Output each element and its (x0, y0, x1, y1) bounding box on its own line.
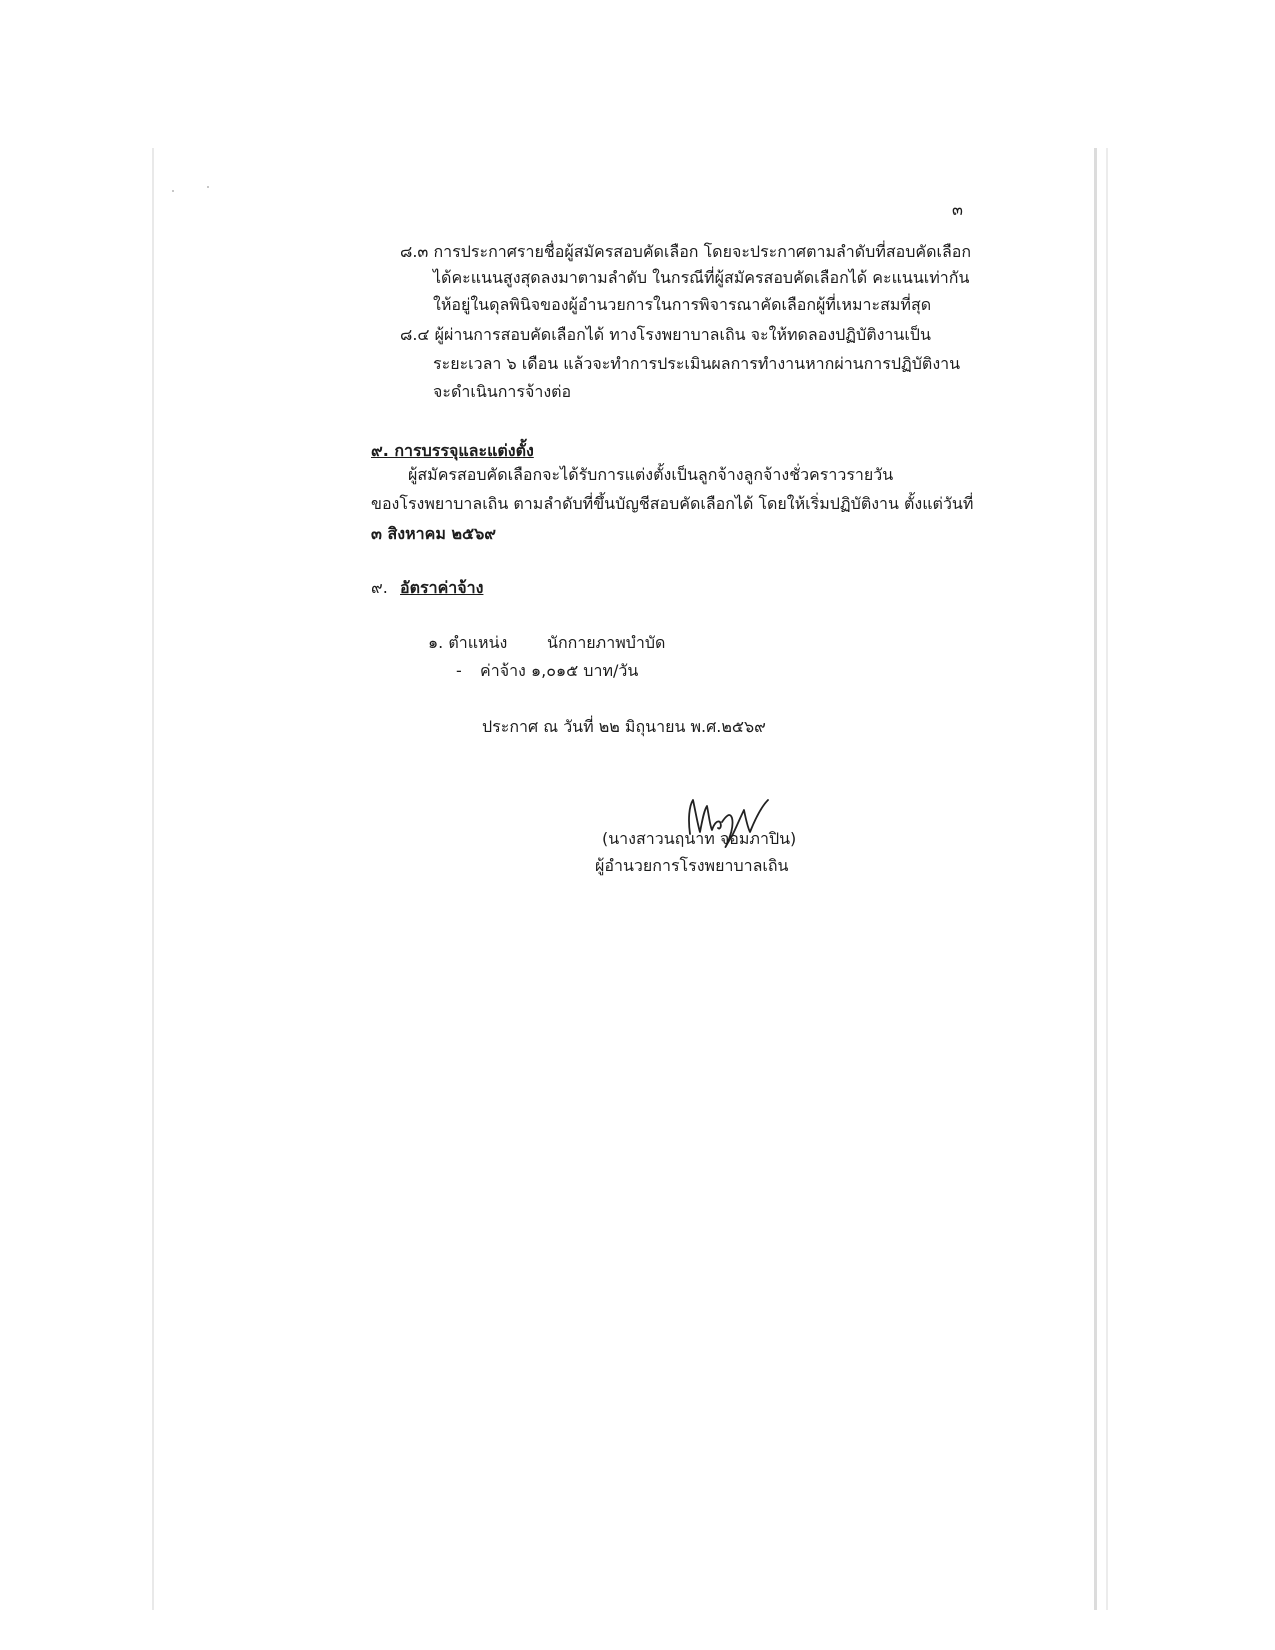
section-9b-heading: อัตราค่าจ้าง (400, 578, 484, 597)
wage-bullet: - (456, 661, 462, 680)
scan-speck (172, 190, 174, 192)
scan-edge-right (1094, 148, 1097, 1610)
section-9-start-date: ๓ สิงหาคม ๒๕๖๙ (371, 524, 496, 543)
signer-name: (นางสาวนฤนาท จอมภาปิน) (602, 829, 797, 848)
position-label: ๑. ตำแหน่ง (428, 633, 508, 652)
wage-rate: ค่าจ้าง ๑,๐๑๕ บาท/วัน (480, 661, 639, 680)
item-8-3-line-1: ๘.๓ การประกาศรายชื่อผู้สมัครสอบคัดเลือก โดยจะประกาศตามลำดับที่สอบคัดเลือก (400, 242, 972, 261)
page-number: ๓ (952, 200, 963, 219)
signer-title: ผู้อำนวยการโรงพยาบาลเถิน (595, 856, 789, 875)
item-8-4-line-3: จะดำเนินการจ้างต่อ (433, 382, 572, 401)
item-8-3-line-3: ให้อยู่ในดุลพินิจของผู้อำนวยการในการพิจารณาคัดเลือกผู้ที่เหมาะสมที่สุด (433, 295, 932, 314)
position-value: นักกายภาพบำบัด (547, 633, 666, 652)
section-9-line-2: ของโรงพยาบาลเถิน ตามลำดับที่ขึ้นบัญชีสอบคัดเลือกได้ โดยให้เริ่มปฏิบัติงาน ตั้งแต่วันที่ (371, 494, 974, 513)
section-9-line-1: ผู้สมัครสอบคัดเลือกจะได้รับการแต่งตั้งเป็นลูกจ้างลูกจ้างชั่วคราวรายวัน (408, 465, 894, 484)
section-9-heading: ๙. การบรรจุและแต่งตั้ง (371, 441, 534, 460)
announcement-date: ประกาศ ณ วันที่ ๒๒ มิถุนายน พ.ศ.๒๕๖๙ (482, 717, 766, 736)
section-9b-number: ๙. (371, 578, 388, 597)
item-8-4-line-2: ระยะเวลา ๖ เดือน แล้วจะทำการประเมินผลการทำงานหากผ่านการปฏิบัติงาน (433, 354, 961, 373)
scan-speck (207, 186, 209, 188)
item-8-3-line-2: ได้คะแนนสูงสุดลงมาตามลำดับ ในกรณีที่ผู้สมัครสอบคัดเลือกได้ คะแนนเท่ากัน (433, 268, 970, 287)
scan-edge-right-outer (1106, 148, 1108, 1610)
scan-edge-left (152, 148, 154, 1610)
item-8-4-line-1: ๘.๔ ผู้ผ่านการสอบคัดเลือกได้ ทางโรงพยาบาลเถิน จะให้ทดลองปฏิบัติงานเป็น (400, 325, 931, 344)
